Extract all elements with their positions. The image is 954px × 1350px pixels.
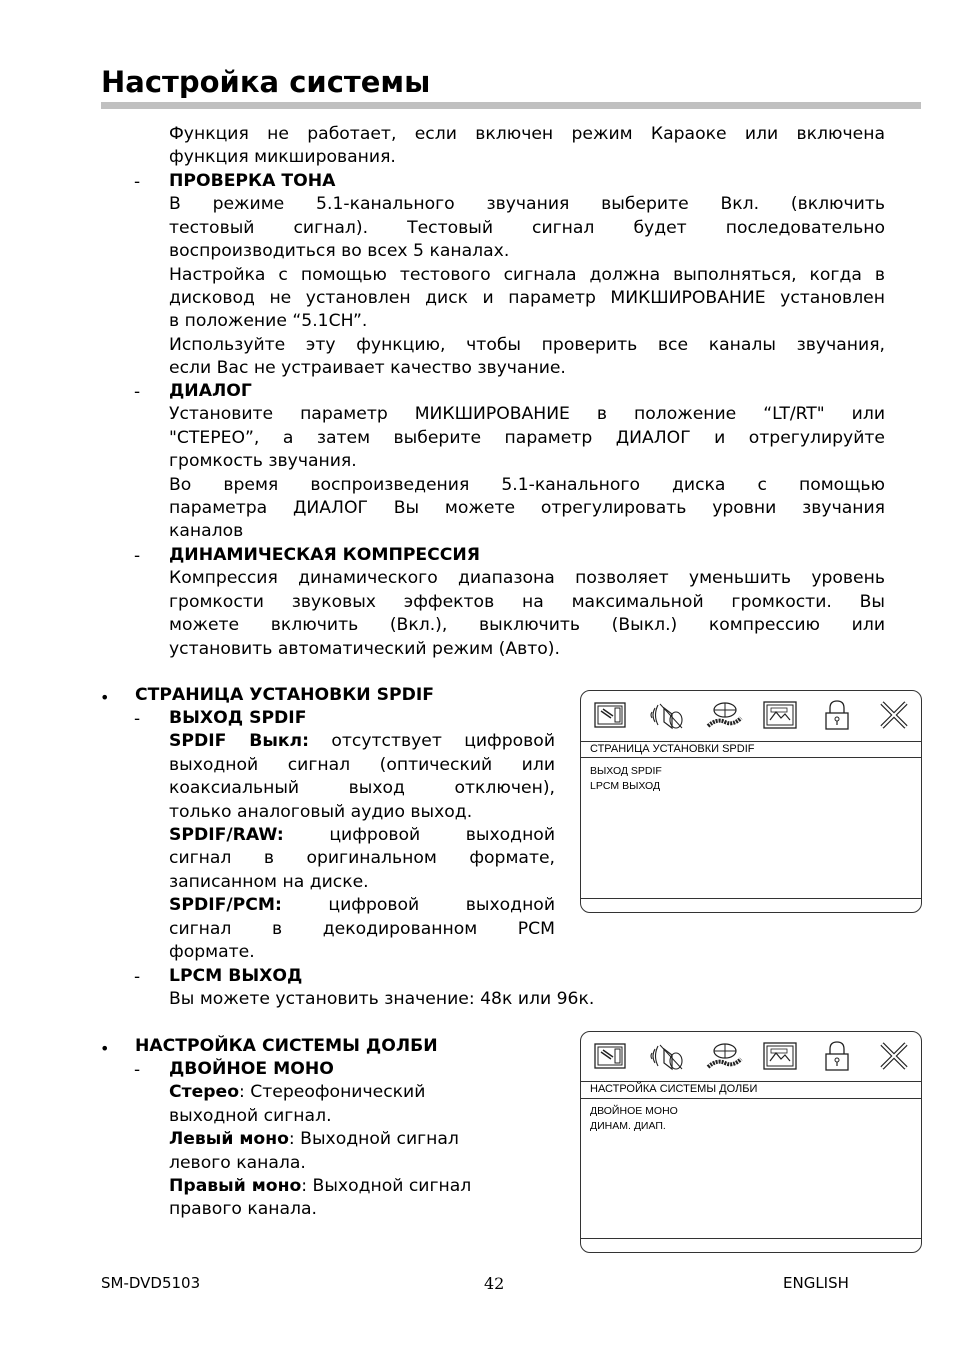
section-heading: ПРОВЕРКА ТОНА	[169, 171, 336, 191]
text-line	[169, 894, 555, 917]
spdif-heading: СТРАНИЦА УСТАНОВКИ SPDIF	[135, 685, 435, 705]
text-line: сигнал в декодированном PCM	[169, 918, 555, 939]
term-text: цифровой выходной	[283, 824, 555, 845]
text-line	[169, 1175, 549, 1198]
text-line: Используйте эту функцию, чтобы проверить все каналы звучания,	[169, 334, 885, 355]
term-label: SPDIF Выкл:	[169, 731, 310, 752]
section-heading: ДИНАМИЧЕСКАЯ КОМПРЕССИЯ	[169, 545, 481, 565]
term-label: SPDIF/PCM:	[169, 895, 282, 916]
general-setup-icon	[591, 698, 629, 732]
text-line: параметра ДИАЛОГ Вы можете отрегулировать уровни звучания	[169, 497, 885, 518]
text-line: В режиме 5.1-канального звучания выберите Вкл. (включить	[169, 194, 885, 215]
term-text: : Выходной сигнал	[301, 1175, 472, 1196]
dash-marker: -	[134, 546, 141, 566]
text-line: только аналоговый аудио выход.	[169, 801, 473, 822]
text-line: громкости звуковых эффектов на максимальной громкости. Вы	[169, 591, 885, 612]
preference-setup-icon	[761, 698, 799, 732]
osd-divider	[581, 757, 921, 758]
intro-paragraph	[169, 123, 885, 170]
osd-screen-dolby	[580, 1031, 922, 1253]
text-line: формате.	[169, 941, 255, 962]
osd-screen-spdif	[580, 690, 922, 913]
password-lock-icon	[818, 698, 856, 732]
osd-icon-bar	[591, 1036, 913, 1076]
text-line: тестовый сигнал). Тестовый сигнал будет последовательно	[169, 217, 885, 238]
text-line	[169, 730, 555, 753]
osd-page-header: НАСТРОЙКА СИСТЕМЫ ДОЛБИ	[590, 1083, 758, 1095]
text-line: Компрессия динамического диапазона позволяет уменьшить уровень	[169, 568, 885, 589]
text-line: левого канала.	[169, 1152, 306, 1173]
text-line: в положение “5.1CH”.	[169, 311, 368, 332]
preference-setup-icon	[761, 1039, 799, 1073]
text-line: правого канала.	[169, 1199, 317, 1220]
dynamic-compression-section	[169, 544, 885, 661]
text-line: каналов	[169, 521, 244, 542]
video-setup-icon	[705, 1039, 743, 1073]
term-text: отсутствует цифровой	[309, 731, 555, 752]
section-heading: ВЫХОД SPDIF	[169, 708, 307, 728]
text-line: Во время воспроизведения 5.1-канального диска с помощью	[169, 474, 885, 495]
lpcm-section	[169, 965, 769, 1012]
term-label: Правый моно	[169, 1175, 302, 1196]
video-setup-icon	[705, 698, 743, 732]
text-line: Установите параметр МИКШИРОВАНИЕ в положение “LT/RT" или	[169, 404, 885, 425]
section-heading: LPCM ВЫХОД	[169, 966, 303, 986]
text-line: дисковод не установлен диск и параметр МИКШИРОВАНИЕ установлен	[169, 287, 885, 308]
osd-icon-bar	[591, 695, 913, 735]
text-line: "СТЕРЕО”, а затем выберите параметр ДИАЛОГ и отрегулируйте	[169, 427, 885, 448]
page-title: Настройка системы	[101, 65, 431, 99]
password-lock-icon	[818, 1039, 856, 1073]
tone-check-section	[169, 170, 885, 381]
dash-marker: -	[134, 967, 141, 987]
text-line: коаксиальный выход отключен),	[169, 778, 555, 799]
osd-menu-item[interactable]: ДИНАМ. ДИАП.	[590, 1120, 666, 1132]
text-line	[169, 824, 555, 847]
text-line: сигнал в оригинальном формате,	[169, 848, 555, 869]
dash-marker: -	[134, 172, 141, 192]
dolby-heading: НАСТРОЙКА СИСТЕМЫ ДОЛБИ	[135, 1036, 438, 1056]
footer-language: ENGLISH	[783, 1274, 849, 1292]
text-line: Вы можете установить значение: 48к или 96к.	[169, 989, 595, 1010]
bullet-marker: •	[100, 688, 110, 707]
spdif-section	[169, 707, 555, 964]
text-line: функция микширования.	[169, 147, 396, 168]
audio-setup-icon	[648, 1039, 686, 1073]
exit-x-icon	[875, 698, 913, 732]
term-label: Стерео	[169, 1082, 240, 1103]
term-text: цифровой выходной	[281, 895, 555, 916]
section-heading: ДВОЙНОЕ МОНО	[169, 1059, 334, 1079]
osd-divider	[581, 1081, 921, 1082]
text-line: воспроизводиться во всех 5 каналах.	[169, 241, 510, 262]
osd-page-header: СТРАНИЦА УСТАНОВКИ SPDIF	[590, 743, 755, 755]
text-line: установить автоматический режим (Авто).	[169, 638, 560, 659]
dash-marker: -	[134, 709, 141, 729]
dash-marker: -	[134, 1060, 141, 1080]
title-underline	[101, 102, 921, 109]
osd-divider	[581, 1098, 921, 1099]
text-line: Настройка с помощью тестового сигнала должна выполняться, когда в	[169, 264, 885, 285]
osd-divider	[581, 898, 921, 899]
osd-divider	[581, 1238, 921, 1239]
text-line: громкость звучания.	[169, 451, 357, 472]
text-line: выходной сигнал.	[169, 1105, 332, 1126]
general-setup-icon	[591, 1039, 629, 1073]
term-label: SPDIF/RAW:	[169, 824, 284, 845]
osd-menu-item[interactable]: LPCM ВЫХОД	[590, 780, 661, 792]
audio-setup-icon	[648, 698, 686, 732]
dash-marker: -	[134, 382, 141, 402]
section-heading: ДИАЛОГ	[169, 381, 252, 401]
text-line: выходной сигнал (оптический или	[169, 754, 555, 775]
dolby-section	[169, 1058, 549, 1222]
text-line: Функция не работает, если включен режим Караоке или включена	[169, 124, 885, 144]
text-line: записанном на диске.	[169, 871, 369, 892]
footer-page-number: 42	[484, 1274, 505, 1293]
text-line: можете включить (Вкл.), выключить (Выкл.) компрессию или	[169, 615, 885, 636]
text-line	[169, 1081, 549, 1104]
text-line	[169, 1128, 549, 1151]
osd-menu-item[interactable]: ВЫХОД SPDIF	[590, 765, 662, 777]
term-text: : Выходной сигнал	[288, 1129, 459, 1150]
term-text: : Стереофонический	[239, 1082, 426, 1103]
footer-model: SM-DVD5103	[101, 1274, 201, 1292]
term-label: Левый моно	[169, 1129, 289, 1150]
osd-divider	[581, 741, 921, 742]
dialog-section	[169, 380, 885, 544]
osd-menu-item[interactable]: ДВОЙНОЕ МОНО	[590, 1105, 678, 1117]
text-line: если Вас не устраивает качество звучание.	[169, 358, 566, 379]
bullet-marker: •	[100, 1039, 110, 1058]
exit-x-icon	[875, 1039, 913, 1073]
